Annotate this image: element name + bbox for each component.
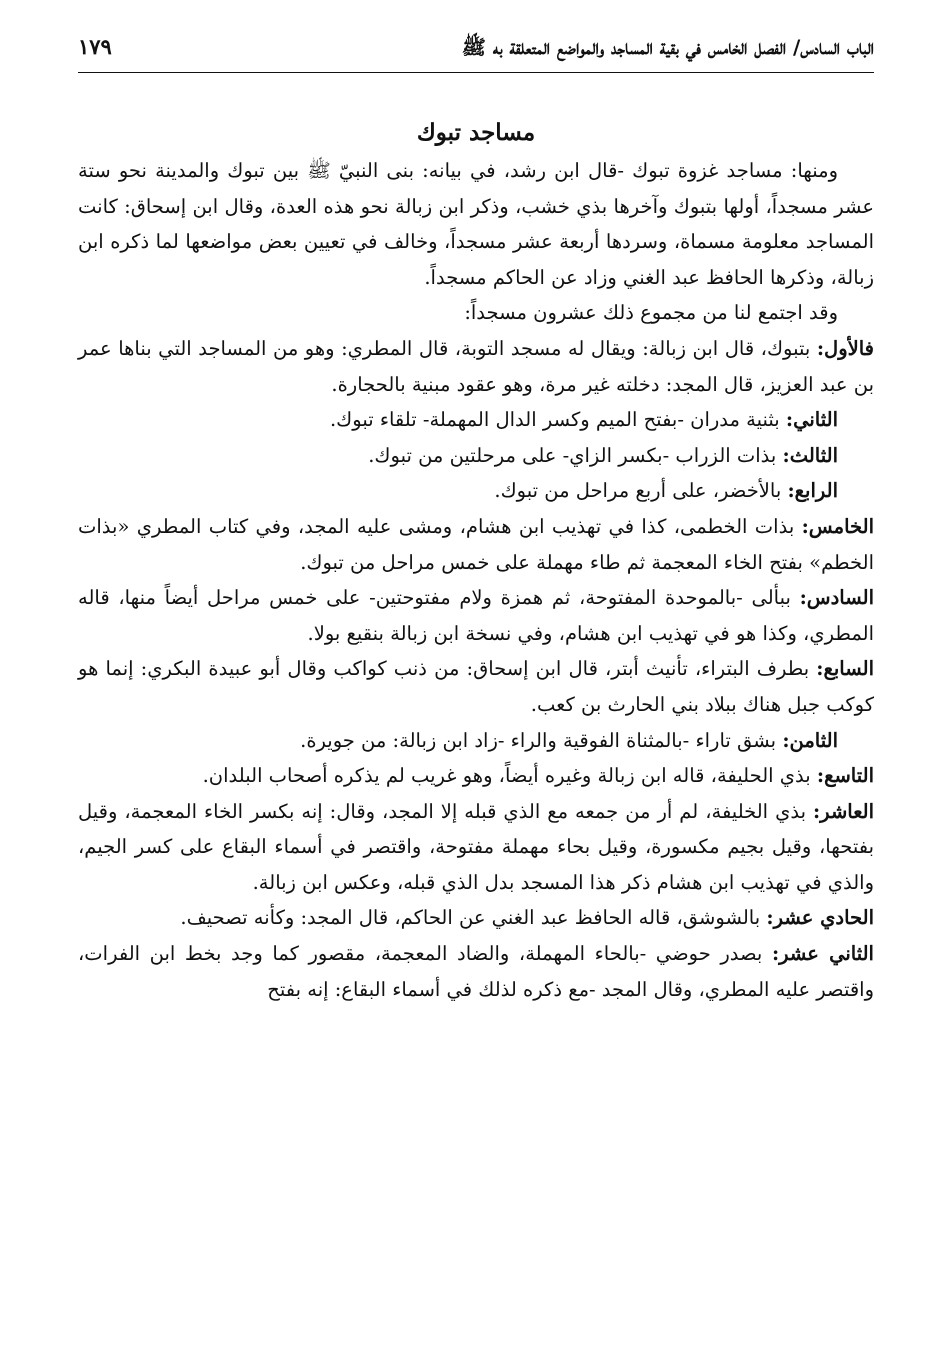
item-label: الحادي عشر:: [766, 906, 874, 930]
list-item: [78, 723, 874, 759]
list-item: [78, 509, 874, 580]
document-page: [78, 34, 874, 1007]
list-item: [78, 651, 874, 722]
item-text: بذات الخطمى، كذا في تهذيب ابن هشام، ومشى عليه المجد، وفي كتاب المطري «بذات الخطم» بفتح الخاء المعجمة ثم طاء مهملة على خمس مراحل من تبوك.: [78, 514, 874, 574]
intro-paragraph: وقد اجتمع لنا من مجموع ذلك عشرون مسجداً:: [464, 301, 838, 325]
item-text: بالشوشق، قاله الحافظ عبد الغني عن الحاكم، قال المجد: وكأنه تصحيف.: [180, 906, 767, 930]
item-text: بشق تاراء -بالمثناة الفوقية والراء -زاد ابن زبالة: من جويرة.: [300, 728, 783, 752]
item-label: فالأول:: [816, 336, 874, 360]
item-text: بثنية مدران -بفتح الميم وكسر الدال المهملة- تلقاء تبوك.: [329, 408, 786, 432]
list-item: [78, 758, 874, 794]
item-text: بتبوك، قال ابن زبالة: ويقال له مسجد التوبة، قال المطري: وهو من المساجد التي بناها عمر بن عبد العزيز، قال المجد: دخلته غير مرة، وهو عقود مبنية بالحجارة.: [78, 336, 874, 396]
list-item: [78, 900, 874, 936]
item-label: العاشر:: [812, 799, 874, 823]
item-text: بذي الحليفة، قاله ابن زبالة وغيره أيضاً، وهو غريب لم يذكره أصحاب البلدان.: [202, 764, 817, 788]
item-label: السادس:: [799, 586, 874, 610]
list-item: [78, 936, 874, 1007]
item-label: الثالث:: [782, 443, 838, 467]
section-title: مساجد تبوك: [416, 119, 536, 146]
running-header: [78, 34, 874, 73]
item-text: بطرف البتراء، تأنيث أبتر، قال ابن إسحاق: من ذنب كواكب وقال أبو عبيدة البكري: إنما هو كوكب جبل هناك ببلاد بني الحارث بن كعب.: [78, 657, 874, 716]
running-title: الباب السادس/ الفصل الخامس في بقية المساجد والمواضع المتعلقة به ﷺ: [461, 35, 874, 59]
item-text: بالأخضر، على أربع مراحل من تبوك.: [494, 479, 788, 503]
list-item: [78, 402, 874, 438]
item-label: الثاني:: [785, 408, 838, 432]
item-label: الخامس:: [801, 514, 874, 538]
intro-paragraph: ومنها: مساجد غزوة تبوك -قال ابن رشد، في بيانه: بنى النبيّ ﷺ بين تبوك والمدينة نحو ستة عشر مسجداً، أولها بتبوك وآخرها بذي خشب، وذكر ابن زبالة نحو هذه العدة، وقال ابن إسحاق: كانت المساجد معلومة مسماة، وسردها أربعة عشر مسجداً، وخالف في تعيين بعض مواضعها لما ذكره ابن زبالة، وذكرها الحافظ عبد الغني وزاد عن الحاكم مسجداً.: [78, 159, 874, 289]
item-label: التاسع:: [816, 764, 874, 788]
item-label: السابع:: [816, 657, 874, 681]
item-label: الرابع:: [787, 479, 838, 503]
item-text: ببألى -بالموحدة المفتوحة، ثم همزة ولام مفتوحتين- على خمس مراحل أيضاً منها، قاله المطري، وكذا هو في تهذيب ابن هشام، وفي نسخة ابن زبالة بنقيع بولا.: [78, 586, 874, 645]
list-item: [78, 580, 874, 651]
item-text: بذات الزراب -بكسر الزاي- على مرحلتين من تبوك.: [368, 443, 783, 467]
list-item: [78, 473, 874, 509]
list-item: [78, 794, 874, 901]
list-item: [78, 331, 874, 402]
list-item: [78, 438, 874, 474]
item-label: الثاني عشر:: [771, 942, 874, 966]
page-number: ١٧٩: [78, 34, 112, 59]
item-label: الثامن:: [782, 728, 838, 752]
item-text: بذي الخليفة، لم أر من جمعه مع الذي قبله إلا المجد، وقال: إنه بكسر الخاء المعجمة، وقيل بفتحها، وقيل بجيم مكسورة، وقيل بحاء مهملة مفتوحة، واقتصر في أسماء البقاع على كسر الجيم، والذي في تهذيب ابن هشام ذكر هذا المسجد بدل الذي قبله، وعكس ابن زبالة.: [78, 799, 874, 894]
item-text: بصدر حوضي -بالحاء المهملة، والضاد المعجمة، مقصور كما وجد بخط ابن الفرات، واقتصر عليه المطري، وقال المجد -مع ذكره لذلك في أسماء البقاع: إنه بفتح: [78, 942, 874, 1001]
